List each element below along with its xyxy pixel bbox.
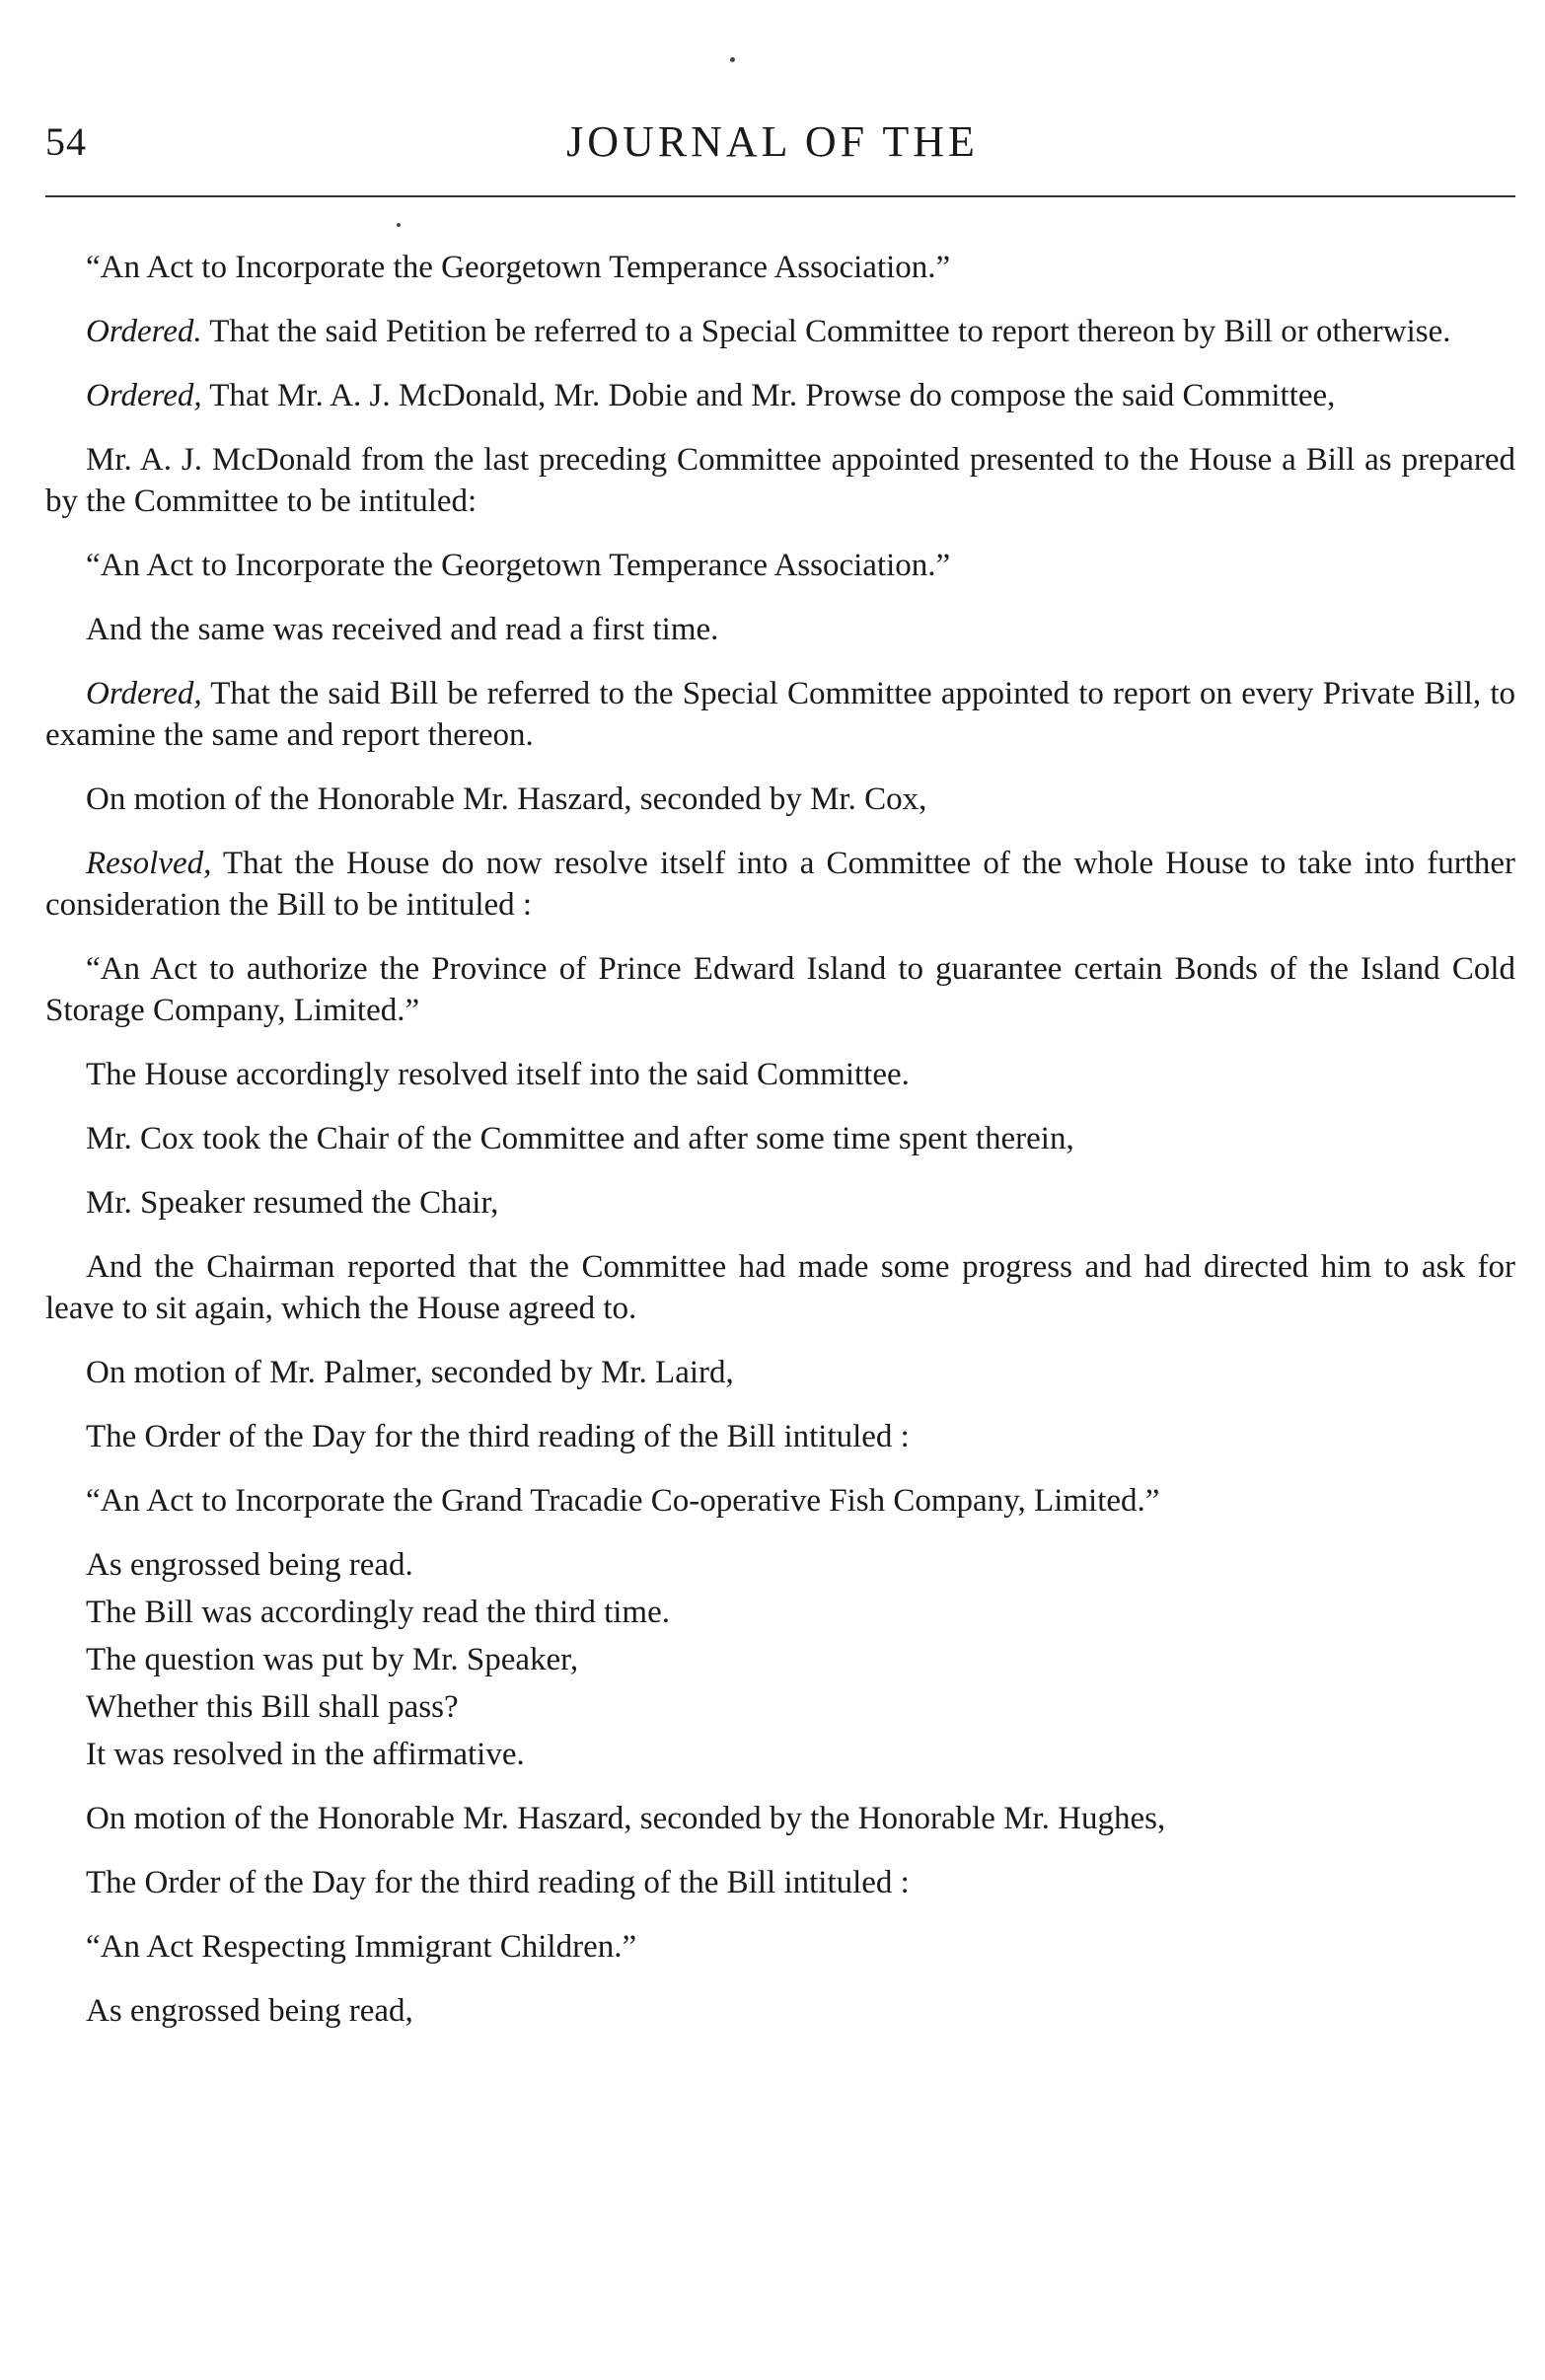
paragraph-text: It was resolved in the affirmative. [86, 1737, 525, 1772]
journal-body [45, 247, 1515, 2054]
journal-paragraph [45, 1118, 1515, 1159]
paragraph-text: That the said Bill be referred to the Special Committee appointed to report on every Private Bill, to examine the same and report thereon. [45, 676, 1515, 753]
paragraph-text: Mr. Cox took the Chair of the Committee and after some time spent therein, [86, 1121, 1074, 1156]
journal-paragraph [45, 1054, 1515, 1095]
journal-paragraph [45, 1480, 1515, 1522]
journal-paragraph [45, 439, 1515, 522]
paragraph-text: “An Act to Incorporate the Georgetown Temperance Association.” [86, 548, 951, 583]
paragraph-text: The Bill was accordingly read the third time. [86, 1595, 670, 1630]
journal-paragraph [45, 1686, 1515, 1728]
paragraph-lead-word: Ordered, [86, 378, 202, 413]
journal-paragraph [45, 1246, 1515, 1329]
paragraph-text: “An Act to Incorporate the Georgetown Temperance Association.” [86, 250, 951, 285]
journal-paragraph [45, 1592, 1515, 1633]
paragraph-text: The question was put by Mr. Speaker, [86, 1642, 579, 1677]
paragraph-lead-word: Ordered, [86, 676, 202, 711]
journal-paragraph [45, 1990, 1515, 2032]
journal-paragraph [45, 1182, 1515, 1224]
journal-paragraph [45, 247, 1515, 288]
paragraph-text: Mr. Speaker resumed the Chair, [86, 1185, 499, 1221]
print-speck [730, 57, 735, 62]
paragraph-text: On motion of the Honorable Mr. Haszard, seconded by the Honorable Mr. Hughes, [86, 1801, 1166, 1836]
header-rule [45, 195, 1515, 197]
paragraph-text: The House accordingly resolved itself into the said Committee. [86, 1057, 910, 1092]
paragraph-text: That the said Petition be referred to a Special Committee to report thereon by Bill or otherwise. [201, 314, 1451, 349]
journal-paragraph [45, 1352, 1515, 1393]
journal-paragraph [45, 311, 1515, 352]
paragraph-lead-word: Ordered. [86, 314, 202, 349]
journal-paragraph [45, 1798, 1515, 1839]
paragraph-text: The Order of the Day for the third reading of the Bill intituled : [86, 1865, 910, 1900]
paragraph-text: As engrossed being read, [86, 1993, 413, 2029]
journal-paragraph [45, 1734, 1515, 1775]
paragraph-text: The Order of the Day for the third reading of the Bill intituled : [86, 1419, 910, 1454]
journal-paragraph [45, 673, 1515, 756]
paragraph-text: On motion of the Honorable Mr. Haszard, seconded by Mr. Cox, [86, 781, 927, 817]
journal-paragraph [45, 1416, 1515, 1457]
paragraph-text: And the Chairman reported that the Committee had made some progress and had directed him to ask for leave to sit again, which the House agreed to. [45, 1249, 1515, 1326]
running-title: JOURNAL OF THE [566, 117, 979, 166]
paragraph-text: “An Act to authorize the Province of Prince Edward Island to guarantee certain Bonds of the Island Cold Storage Company, Limited.” [45, 951, 1515, 1028]
paragraph-text: Mr. A. J. McDonald from the last preceding Committee appointed presented to the House a Bill as prepared by the Committee to be intituled: [45, 442, 1515, 519]
journal-paragraph [45, 1639, 1515, 1680]
journal-paragraph [45, 375, 1515, 416]
paragraph-text: “An Act to Incorporate the Grand Tracadie Co-operative Fish Company, Limited.” [86, 1483, 1160, 1519]
journal-paragraph [45, 609, 1515, 650]
journal-paragraph [45, 779, 1515, 820]
paragraph-text: That Mr. A. J. McDonald, Mr. Dobie and Mr. Prowse do compose the said Committee, [201, 378, 1336, 413]
journal-paragraph [45, 843, 1515, 926]
paragraph-lead-word: Resolved, [86, 846, 212, 881]
paragraph-text: Whether this Bill shall pass? [86, 1689, 459, 1725]
journal-paragraph [45, 1544, 1515, 1586]
journal-paragraph [45, 948, 1515, 1031]
journal-paragraph [45, 1862, 1515, 1903]
journal-paragraph [45, 545, 1515, 586]
paragraph-text: That the House do now resolve itself into a Committee of the whole House to take into further consideration the Bill to be intituled : [45, 846, 1515, 923]
paragraph-text: And the same was received and read a first time. [86, 612, 719, 647]
page-header [45, 111, 1500, 180]
paragraph-text: As engrossed being read. [86, 1547, 413, 1583]
paragraph-text: On motion of Mr. Palmer, seconded by Mr. Laird, [86, 1355, 734, 1390]
journal-paragraph [45, 1926, 1515, 1968]
page-number: 54 [45, 119, 87, 164]
paragraph-text: “An Act Respecting Immigrant Children.” [86, 1929, 637, 1965]
print-speck [397, 223, 401, 227]
